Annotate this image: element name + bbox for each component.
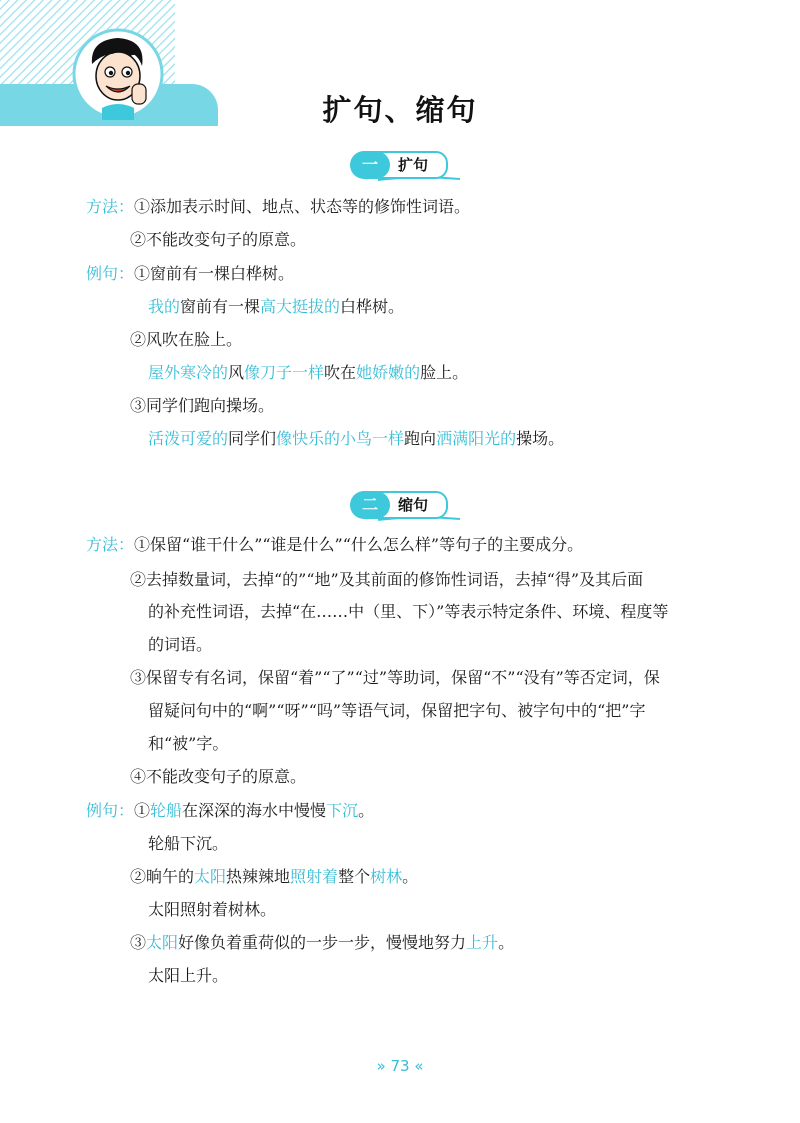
method-line [86, 197, 470, 217]
method-text: ①保留“谁干什么”“谁是什么”“什么怎么样”等句子的主要成分。 [134, 535, 584, 554]
plain-phrase: 跑向 [404, 429, 437, 448]
plain-phrase: 热辣辣地 [226, 867, 291, 886]
highlighted-phrase: 高大挺拔的 [260, 297, 341, 316]
plain-phrase: 脸上。 [420, 363, 469, 382]
method-line: ②不能改变句子的原意。 [130, 230, 307, 249]
section-tag-expand [350, 149, 448, 181]
plain-phrase: 。 [498, 933, 515, 952]
highlighted-phrase: 太阳 [146, 933, 179, 952]
example-expanded [148, 429, 564, 449]
plain-phrase: 窗前有一棵 [180, 297, 261, 316]
section-label: 缩句 [376, 491, 448, 519]
plain-phrase: 好像负着重荷似的一步一步，慢慢地努力 [178, 933, 467, 952]
chevron-right-icon: » [376, 1057, 386, 1075]
highlighted-phrase: 屋外寒冷的 [148, 363, 229, 382]
method-line: ③保留专有名词，保留“着”“了”“过”等助词，保留“不”“没有”等否定词，保 [130, 668, 660, 687]
example-original: ②风吹在脸上。 [130, 330, 243, 349]
example-original [134, 801, 374, 820]
method-line [86, 535, 583, 555]
method-line: 和“被”字。 [148, 734, 229, 753]
example-line [86, 801, 374, 821]
highlighted-phrase: 像刀子一样 [244, 363, 325, 382]
example-reduced: 轮船下沉。 [148, 834, 229, 853]
section-tag-reduce [350, 489, 448, 521]
plain-phrase: 整个 [338, 867, 371, 886]
example-reduced: 太阳照射着树林。 [148, 900, 277, 919]
example-reduced: 太阳上升。 [148, 966, 229, 985]
method-line: 留疑问句中的“啊”“呀”“吗”等语气词，保留把字句、被字句中的“把”字 [148, 701, 646, 720]
example-original: ③同学们跑向操场。 [130, 396, 275, 415]
method-text: ①添加表示时间、地点、状态等的修饰性词语。 [134, 197, 471, 216]
example-label: 例句： [86, 264, 135, 283]
plain-phrase: 在深深的海水中慢慢 [182, 801, 327, 820]
page-title: 扩句、缩句 [322, 93, 478, 127]
method-line: ④不能改变句子的原意。 [130, 767, 307, 786]
page-number-text: 73 [390, 1057, 410, 1075]
plain-phrase: 。 [358, 801, 375, 820]
method-label: 方法： [86, 197, 135, 216]
highlighted-phrase: 下沉 [326, 801, 359, 820]
section-number: 一 [350, 151, 390, 179]
example-original: ①窗前有一棵白桦树。 [134, 264, 295, 283]
method-line: ②去掉数量词，去掉“的”“地”及其前面的修饰性词语，去掉“得”及其后面 [130, 570, 644, 589]
highlighted-phrase: 照射着 [290, 867, 339, 886]
highlighted-phrase: 轮船 [150, 801, 183, 820]
highlighted-phrase: 上升 [466, 933, 499, 952]
method-line: 的补充性词语，去掉“在……中（里、下）”等表示特定条件、环境、程度等 [148, 602, 669, 621]
highlighted-phrase: 活泼可爱的 [148, 429, 229, 448]
highlighted-phrase: 太阳 [194, 867, 227, 886]
plain-phrase: ① [134, 801, 151, 820]
plain-phrase: 。 [402, 867, 419, 886]
page-number [0, 1057, 800, 1075]
plain-phrase: 操场。 [516, 429, 565, 448]
section-number: 二 [350, 491, 390, 519]
plain-phrase: ②晌午的 [130, 867, 195, 886]
example-expanded [148, 297, 404, 317]
plain-phrase: 风 [228, 363, 245, 382]
method-label: 方法： [86, 535, 135, 554]
plain-phrase: 白桦树。 [340, 297, 405, 316]
method-line: 的词语。 [148, 635, 213, 654]
example-expanded [148, 363, 468, 383]
example-original [130, 933, 514, 953]
example-original [130, 867, 418, 887]
plain-phrase: 吹在 [324, 363, 357, 382]
chevron-left-icon: « [414, 1057, 424, 1075]
example-line [86, 264, 294, 284]
plain-phrase: 同学们 [228, 429, 277, 448]
plain-phrase: ③ [130, 933, 147, 952]
highlighted-phrase: 洒满阳光的 [436, 429, 517, 448]
section-label: 扩句 [376, 151, 448, 179]
highlighted-phrase: 树林 [370, 867, 403, 886]
highlighted-phrase: 我的 [148, 297, 181, 316]
highlighted-phrase: 她娇嫩的 [356, 363, 421, 382]
example-label: 例句： [86, 801, 135, 820]
highlighted-phrase: 像快乐的小鸟一样 [276, 429, 405, 448]
